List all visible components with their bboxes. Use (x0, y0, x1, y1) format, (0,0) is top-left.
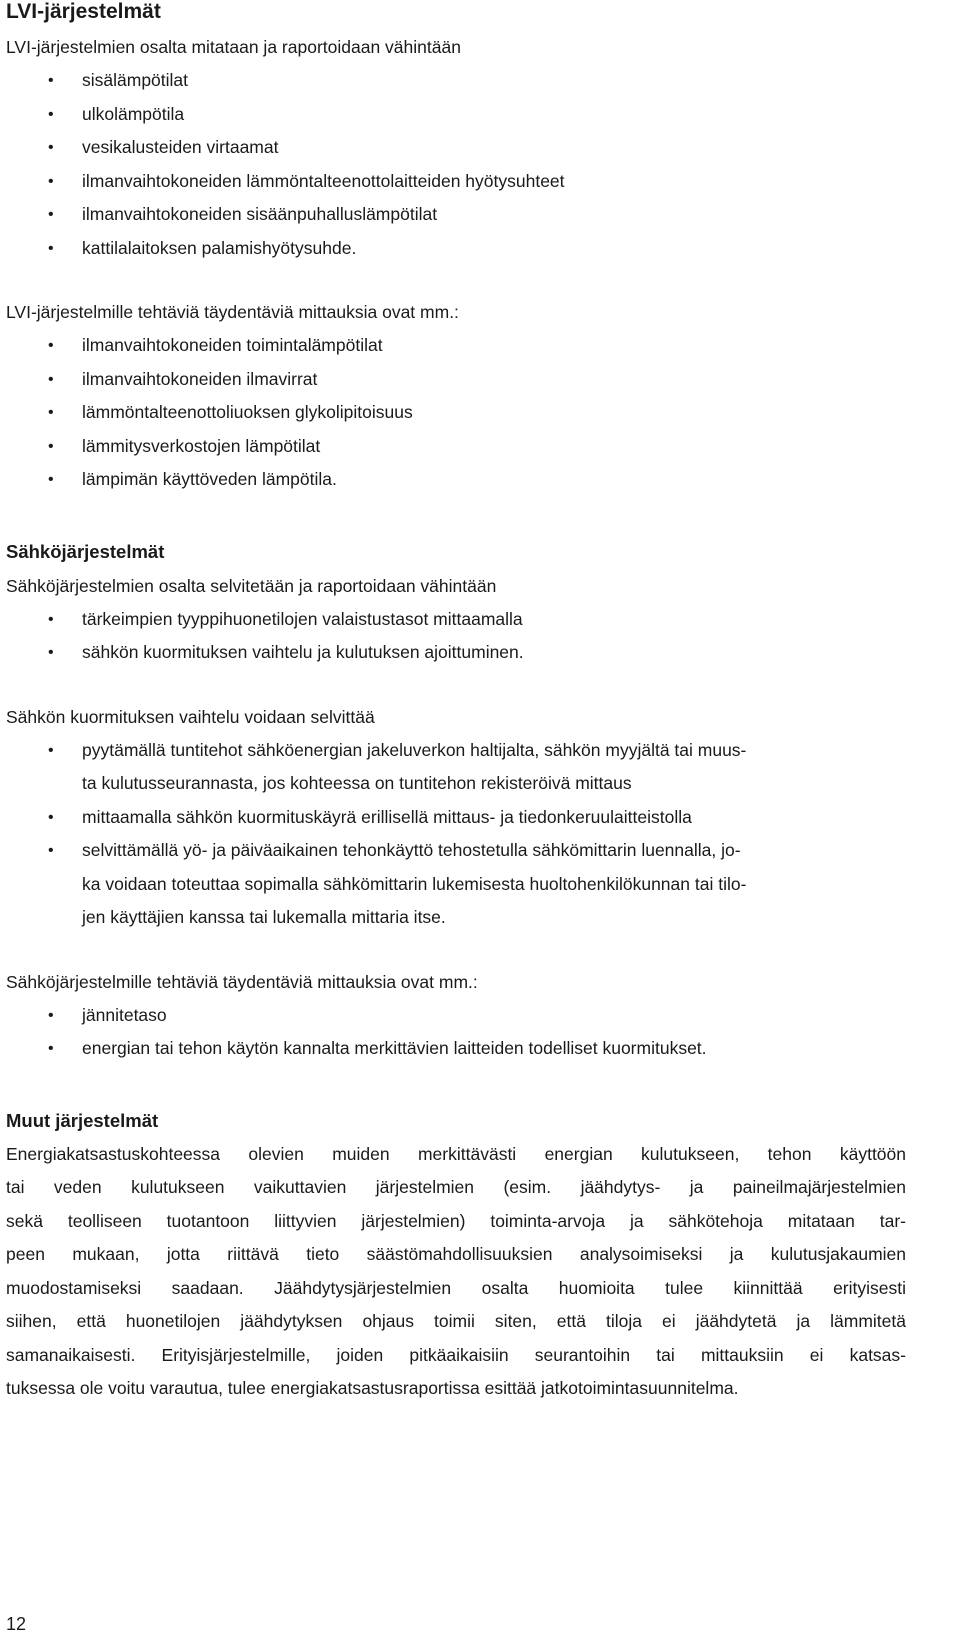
paragraph-line: muodostamiseksi saadaan. Jäähdytysjärjestelmien osalta huomioita tulee kiinnittää erityisesti (6, 1277, 906, 1298)
bullet-icon: • (48, 172, 54, 190)
list-item: • ilmanvaihtokoneiden sisäänpuhalluslämpötilat (6, 198, 906, 232)
list-item: • lämmitysverkostojen lämpötilat (6, 430, 906, 464)
spacer (6, 497, 906, 535)
list-item: • ilmanvaihtokoneiden ilmavirrat (6, 363, 906, 397)
electric-load-list (6, 734, 906, 935)
bullet-icon: • (48, 471, 54, 488)
list-item: • lämpimän käyttöveden lämpötila. (6, 463, 906, 497)
bullet-icon: • (48, 610, 54, 628)
list-item: • ilmanvaihtokoneiden lämmöntalteenottolaitteiden hyötysuhteet (6, 165, 906, 199)
section-heading-other: Muut järjestelmät (6, 1109, 159, 1131)
list-item: • lämmöntalteenottoliuoksen glykolipitoisuus (6, 396, 906, 430)
spacer (6, 265, 906, 295)
bullet-icon: • (48, 72, 54, 89)
bullet-icon: • (48, 437, 54, 455)
list-item: • ilmanvaihtokoneiden toimintalämpötilat (6, 329, 906, 363)
section-heading-lvi: LVI-järjestelmät (6, 0, 161, 23)
spacer (6, 1066, 906, 1104)
list-item: • sisälämpötilat (6, 64, 906, 98)
electric-extra-list (6, 999, 906, 1066)
bullet-icon: • (48, 1006, 54, 1024)
list-item: • kattilalaitoksen palamishyötysuhde. (6, 232, 906, 266)
list-item: • vesikalusteiden virtaamat (6, 131, 906, 165)
paragraph-line: Energiakatsastuskohteessa olevien muiden merkittävästi energian kulutukseen, tehon käyttöön (6, 1143, 906, 1164)
bullet-icon: • (48, 404, 54, 421)
lvi-intro: LVI-järjestelmien osalta mitataan ja raportoidaan vähintään (6, 37, 461, 57)
section-heading-electric: Sähköjärjestelmät (6, 540, 165, 562)
bullet-icon: • (48, 206, 54, 223)
paragraph-line: siihen, että huonetilojen jäähdytyksen ohjaus toimii siten, että tiloja ei jäähdytetä ja lämmitetä (6, 1311, 906, 1331)
electric-extra-intro: Sähköjärjestelmille tehtäviä täydentäviä mittauksia ovat mm.: (6, 971, 478, 992)
lvi-extra-list (6, 329, 906, 497)
list-item: • tärkeimpien tyyppihuonetilojen valaistustasot mittaamalla (6, 603, 906, 637)
bullet-icon: • (48, 644, 54, 661)
bullet-icon: • (48, 741, 54, 759)
spacer (6, 670, 906, 700)
bullet-icon: • (48, 337, 54, 354)
list-item: • jännitetaso (6, 999, 906, 1033)
lvi-extra-intro: LVI-järjestelmille tehtäviä täydentäviä mittauksia ovat mm.: (6, 302, 459, 322)
paragraph-line: tai veden kulutukseen vaikuttavien järjestelmien (esim. jäähdytys- ja paineilmajärjestelmien (6, 1177, 906, 1197)
document-page (6, 0, 906, 1406)
list-item: • sähkön kuormituksen vaihtelu ja kulutuksen ajoittuminen. (6, 636, 906, 670)
spacer (6, 935, 906, 965)
bullet-icon: • (48, 105, 54, 123)
list-item: • selvittämällä yö- ja päiväaikainen tehonkäyttö tehostetulla sähkömittarin luennalla, jo- ka voidaan toteuttaa sopimalla sähkömittarin lukemisesta huoltohenkilökunnan tai tilo- jen käyttäjien kanssa tai lukemalla mittaria itse. (6, 834, 906, 935)
list-item: • pyytämällä tuntitehot sähköenergian jakeluverkon haltijalta, sähkön myyjältä tai muus- ta kulutusseurannasta, jos kohteessa on tuntitehon rekisteröivä mittaus (6, 734, 906, 801)
electric-load-intro: Sähkön kuormituksen vaihtelu voidaan selvittää (6, 706, 375, 727)
bullet-icon: • (48, 1040, 54, 1057)
paragraph-line: peen mukaan, jotta riittävä tieto säästömahdollisuuksien analysoimiseksi ja kulutusjakaumien (6, 1244, 906, 1264)
page-number: 12 (6, 1614, 27, 1634)
list-item: • mittaamalla sähkön kuormituskäyrä erillisellä mittaus- ja tiedonkeruulaitteistolla (6, 801, 906, 835)
bullet-icon: • (48, 239, 54, 257)
lvi-required-list (6, 64, 906, 265)
list-item: • ulkolämpötila (6, 98, 906, 132)
electric-intro: Sähköjärjestelmien osalta selvitetään ja raportoidaan vähintään (6, 575, 497, 596)
paragraph-line: samanaikaisesti. Erityisjärjestelmille, joiden pitkäaikaisiin seurantoihin tai mittauksiin ei katsas- (6, 1344, 906, 1365)
bullet-icon: • (48, 370, 54, 388)
paragraph-line: sekä teolliseen tuotantoon liittyvien järjestelmien) toiminta-arvoja ja sähkötehoja mitataan tar- (6, 1210, 906, 1231)
bullet-icon: • (48, 842, 54, 859)
bullet-icon: • (48, 808, 54, 826)
other-paragraph (6, 1138, 906, 1406)
electric-required-list (6, 603, 906, 670)
paragraph-line: tuksessa ole voitu varautua, tulee energiakatsastusraportissa esittää jatkotoimintasuunnitelma. (6, 1378, 739, 1398)
list-item: • energian tai tehon käytön kannalta merkittävien laitteiden todelliset kuormitukset. (6, 1032, 906, 1066)
bullet-icon: • (48, 139, 54, 156)
